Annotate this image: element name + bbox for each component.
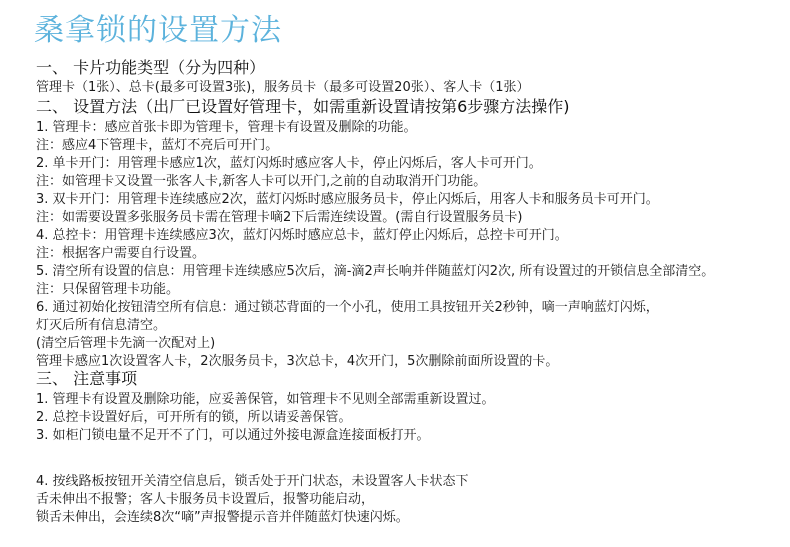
page-title: 桑拿锁的设置方法 (34, 13, 282, 48)
step-1-note: 注：感应4下管理卡，蓝灯不亮后可开门。 (36, 138, 279, 153)
step-3-text: 3. 双卡开门：用管理卡连续感应2次，蓝灯闪烁时感应服务员卡，停止闪烁后，用客人卡和服务员卡可开门。 (36, 192, 659, 207)
step-2-note: 注：如管理卡又设置一张客人卡,新客人卡可以开门,之前的自动取消开门功能。 (36, 174, 487, 189)
step-2-text: 2. 单卡开门：用管理卡感应1次，蓝灯闪烁时感应客人卡，停止闪烁后，客人卡可开门。 (36, 156, 542, 171)
step-6-text-cont: 灯灭后所有信息清空。 (36, 318, 167, 333)
note-1-text: 1. 管理卡有设置及删除功能，应妥善保管，如管理卡不见则全部需重新设置过。 (36, 392, 495, 407)
step-5-note: 注：只保留管理卡功能。 (36, 282, 180, 297)
section-heading-setup: 二、 设置方法（出厂已设置好管理卡，如需重新设置请按第6步骤方法操作) (36, 97, 570, 116)
note-3-text: 3. 如柜门锁电量不足开不了门，可以通过外接电源盒连接面板打开。 (36, 428, 430, 443)
step-4-text: 4. 总控卡：用管理卡连续感应3次，蓝灯闪烁时感应总卡，蓝灯停止闪烁后，总控卡可开门。 (36, 228, 568, 243)
note-4-text-cont-1: 舌未伸出不报警；客人卡服务员卡设置后，报警功能启动， (36, 492, 375, 507)
note-2-text: 2. 总控卡设置好后，可开所有的锁，所以请妥善保管。 (36, 410, 352, 425)
step-4-note: 注：根据客户需要自行设置。 (36, 246, 206, 261)
step-5-text: 5. 清空所有设置的信息：用管理卡连续感应5次后，滴-滴2声长响并伴随蓝灯闪2次, 所有设置过的开锁信息全部清空。 (36, 264, 715, 279)
note-4-text: 4. 按线路板按钮开关清空信息后，锁舌处于开门状态，未设置客人卡状态下 (36, 474, 469, 489)
step-1-text: 1. 管理卡：感应首张卡即为管理卡，管理卡有设置及删除的功能。 (36, 120, 417, 135)
note-4-text-cont-2: 锁舌未伸出，会连续8次“嘀”声报警提示音并伴随蓝灯快速闪烁。 (36, 510, 409, 525)
section-heading-card-types: 一、 卡片功能类型（分为四种） (36, 58, 266, 77)
step-6-text: 6. 通过初始化按钮清空所有信息：通过锁芯背面的一个小孔，使用工具按钮开关2秒钟，嘀一声响蓝灯闪烁， (36, 300, 659, 315)
section-heading-notes: 三、 注意事项 (36, 369, 138, 388)
card-types-text: 管理卡（1张）、总卡(最多可设置3张)，服务员卡（最多可设置20张）、客人卡（1张） (36, 80, 530, 95)
step-6-note: (清空后管理卡先滴一次配对上) (36, 336, 216, 351)
summary-text: 管理卡感应1次设置客人卡，2次服务员卡，3次总卡，4次开门，5次删除前面所设置的卡。 (36, 354, 559, 369)
step-3-note: 注：如需要设置多张服务员卡需在管理卡嘀2下后需连续设置。(需自行设置服务员卡) (36, 210, 523, 225)
